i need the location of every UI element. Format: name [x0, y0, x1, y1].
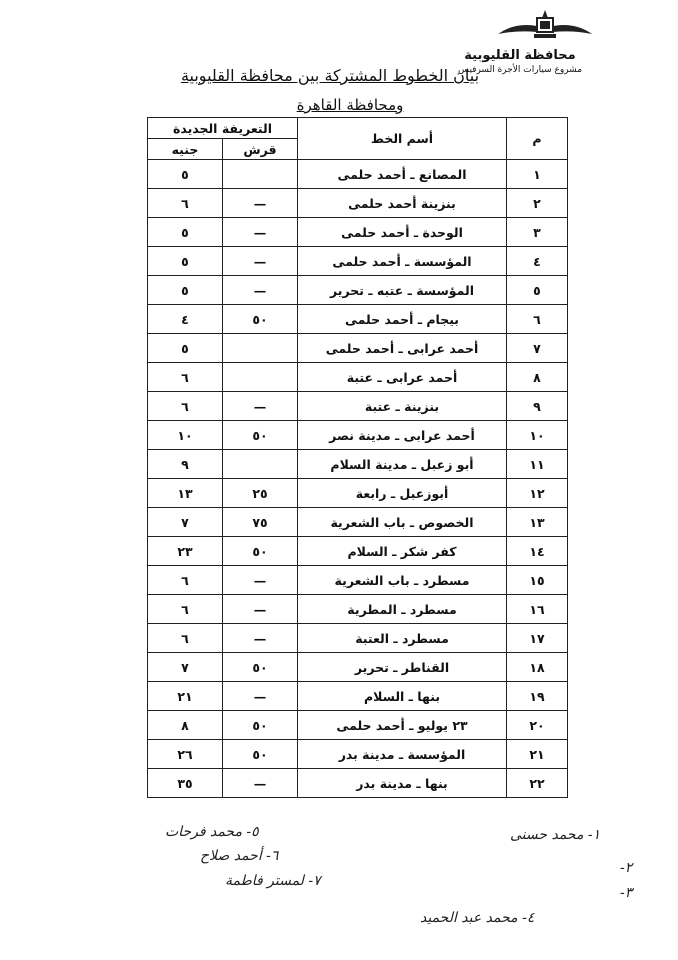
row-pound: ٥: [148, 218, 223, 247]
table-row: [148, 363, 568, 392]
row-number: ١٠: [507, 421, 568, 450]
row-pound: ٢٣: [148, 537, 223, 566]
table-row: [148, 595, 568, 624]
row-line-name: أبو زعبل ـ مدينة السلام: [298, 450, 507, 479]
row-number: ٨: [507, 363, 568, 392]
row-number: ١٥: [507, 566, 568, 595]
row-pound: ٦: [148, 595, 223, 624]
row-line-name: أحمد عرابى ـ مدينة نصر: [298, 421, 507, 450]
row-number: ١٩: [507, 682, 568, 711]
row-pound: ١٣: [148, 479, 223, 508]
row-line-name: المؤسسة ـ أحمد حلمى: [298, 247, 507, 276]
column-header-qirsh: قرش: [223, 139, 298, 160]
row-number: ٧: [507, 334, 568, 363]
row-line-name: بنزينة ـ عتبة: [298, 392, 507, 421]
table-row: [148, 711, 568, 740]
table-row: [148, 682, 568, 711]
table-row: [148, 508, 568, 537]
row-line-name: مسطرد ـ العتبة: [298, 624, 507, 653]
row-number: ٥: [507, 276, 568, 305]
row-qirsh: ٥٠: [223, 740, 298, 769]
row-qirsh: [223, 334, 298, 363]
row-number: ٢١: [507, 740, 568, 769]
handwritten-note-7: ٧- لمستر فاطمة: [225, 873, 321, 889]
table-row: [148, 769, 568, 798]
row-number: ٢: [507, 189, 568, 218]
row-line-name: بنها ـ مدينة بدر: [298, 769, 507, 798]
row-qirsh: —: [223, 218, 298, 247]
handwritten-note-3: ٣-: [620, 885, 633, 901]
row-line-name: المصانع ـ أحمد حلمى: [298, 160, 507, 189]
row-qirsh: —: [223, 769, 298, 798]
row-line-name: ٢٣ يوليو ـ أحمد حلمى: [298, 711, 507, 740]
table-row: [148, 305, 568, 334]
row-pound: ٥: [148, 276, 223, 305]
row-number: ١٢: [507, 479, 568, 508]
row-number: ١٣: [507, 508, 568, 537]
table-row: [148, 276, 568, 305]
row-line-name: الخصوص ـ باب الشعرية: [298, 508, 507, 537]
row-number: ١٨: [507, 653, 568, 682]
document-title: بيان الخطوط المشتركة بين محافظة القليوبية: [180, 66, 480, 85]
document-subtitle: ومحافظة القاهرة: [296, 96, 404, 114]
row-line-name: المؤسسة ـ عتبه ـ تحرير: [298, 276, 507, 305]
row-pound: ٤: [148, 305, 223, 334]
table-row: [148, 160, 568, 189]
row-pound: ٢١: [148, 682, 223, 711]
row-line-name: المؤسسة ـ مدينة بدر: [298, 740, 507, 769]
row-number: ١٧: [507, 624, 568, 653]
row-pound: ٧: [148, 508, 223, 537]
table-row: [148, 189, 568, 218]
row-number: ١١: [507, 450, 568, 479]
project-name: مشروع سيارات الأجرة السرفيس: [457, 65, 583, 75]
row-line-name: أحمد عرابى ـ عتبة: [298, 363, 507, 392]
row-pound: ٦: [148, 392, 223, 421]
table-row: [148, 566, 568, 595]
governorate-emblem-icon: [490, 8, 550, 48]
table-row: [148, 537, 568, 566]
row-line-name: أحمد عرابى ـ أحمد حلمى: [298, 334, 507, 363]
row-number: ٦: [507, 305, 568, 334]
row-number: ٢٢: [507, 769, 568, 798]
row-number: ١٤: [507, 537, 568, 566]
row-number: ١: [507, 160, 568, 189]
row-pound: ٦: [148, 363, 223, 392]
row-line-name: مسطرد ـ المطرية: [298, 595, 507, 624]
row-pound: ٥: [148, 334, 223, 363]
table-row: [148, 392, 568, 421]
governorate-name: محافظة القليوبية: [464, 48, 576, 63]
column-header-line-name: أسم الخط: [298, 118, 507, 160]
row-qirsh: ٢٥: [223, 479, 298, 508]
row-qirsh: ٥٠: [223, 537, 298, 566]
row-qirsh: [223, 160, 298, 189]
row-qirsh: ٧٥: [223, 508, 298, 537]
row-pound: ٧: [148, 653, 223, 682]
row-number: ١٦: [507, 595, 568, 624]
row-qirsh: —: [223, 566, 298, 595]
row-pound: ٥: [148, 160, 223, 189]
row-number: ٣: [507, 218, 568, 247]
row-number: ٤: [507, 247, 568, 276]
row-qirsh: [223, 363, 298, 392]
table-row: [148, 218, 568, 247]
row-number: ٩: [507, 392, 568, 421]
row-pound: ٥: [148, 247, 223, 276]
row-qirsh: —: [223, 392, 298, 421]
table-row: [148, 450, 568, 479]
row-pound: ٢٦: [148, 740, 223, 769]
row-line-name: بنزينة أحمد حلمى: [298, 189, 507, 218]
row-line-name: بيجام ـ أحمد حلمى: [298, 305, 507, 334]
row-line-name: بنها ـ السلام: [298, 682, 507, 711]
row-qirsh: ٥٠: [223, 305, 298, 334]
row-qirsh: —: [223, 624, 298, 653]
row-qirsh: [223, 450, 298, 479]
row-pound: ٣٥: [148, 769, 223, 798]
row-qirsh: —: [223, 276, 298, 305]
row-qirsh: ٥٠: [223, 653, 298, 682]
row-number: ٢٠: [507, 711, 568, 740]
row-pound: ٦: [148, 624, 223, 653]
row-qirsh: —: [223, 247, 298, 276]
row-pound: ٩: [148, 450, 223, 479]
row-line-name: كفر شكر ـ السلام: [298, 537, 507, 566]
routes-table: [147, 117, 568, 798]
row-line-name: أبوزعبل ـ رابعة: [298, 479, 507, 508]
table-row: [148, 247, 568, 276]
column-header-new-tariff: التعريفة الجديدة: [148, 118, 298, 139]
column-header-number: م: [507, 118, 568, 160]
table-row: [148, 653, 568, 682]
column-header-pound: جنيه: [148, 139, 223, 160]
row-qirsh: —: [223, 682, 298, 711]
row-qirsh: —: [223, 189, 298, 218]
row-line-name: الوحدة ـ أحمد حلمى: [298, 218, 507, 247]
row-line-name: القناطر ـ تحرير: [298, 653, 507, 682]
row-qirsh: ٥٠: [223, 711, 298, 740]
row-pound: ١٠: [148, 421, 223, 450]
row-qirsh: ٥٠: [223, 421, 298, 450]
handwritten-note-1: ١- محمد حسنى: [510, 827, 601, 843]
row-pound: ٦: [148, 566, 223, 595]
handwritten-note-2: ٢-: [620, 860, 633, 876]
row-pound: ٦: [148, 189, 223, 218]
table-row: [148, 740, 568, 769]
table-row: [148, 421, 568, 450]
table-row: [148, 479, 568, 508]
table-row: [148, 624, 568, 653]
row-qirsh: —: [223, 595, 298, 624]
row-pound: ٨: [148, 711, 223, 740]
handwritten-note-6: ٦- أحمد صلاح: [200, 848, 279, 864]
handwritten-note-5: ٥- محمد فرحات: [165, 824, 259, 840]
table-row: [148, 334, 568, 363]
row-line-name: مسطرد ـ باب الشعرية: [298, 566, 507, 595]
handwritten-note-4: ٤- محمد عبد الحميد: [420, 910, 535, 926]
